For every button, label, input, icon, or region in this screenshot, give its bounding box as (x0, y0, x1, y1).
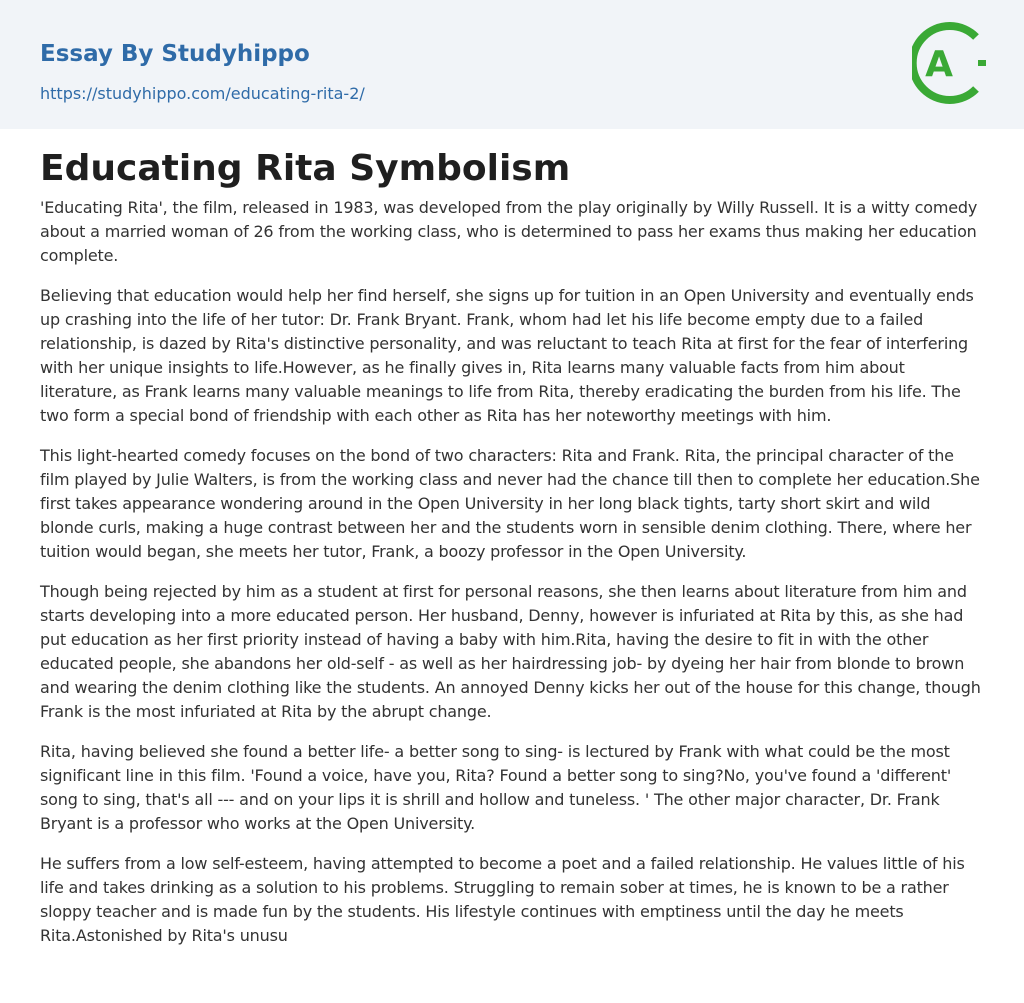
page-title: Educating Rita Symbolism (40, 148, 571, 189)
site-title[interactable]: Essay By Studyhippo (40, 41, 310, 67)
article-paragraph: This light-hearted comedy focuses on the bond of two characters: Rita and Frank. Rita, the principal character of the film played by Julie Walters, is from the working class and never had the chance till then to complete her education.She first takes appearance wondering around in the Open University in her long black tights, tarty short skirt and wild blonde curls, making a huge contrast between her and the students worn in sensible denim clothing. There, where her tuition would began, she meets her tutor, Frank, a boozy professor in the Open University. (40, 446, 980, 561)
article-body (0, 129, 1024, 948)
article-paragraph: Believing that education would help her find herself, she signs up for tuition in an Open University and eventually ends up crashing into the life of her tutor: Dr. Frank Bryant. Frank, whom had let his life become empty due to a failed relationship, is dazed by Rita's distinctive personality, and was reluctant to teach Rita at first for the fear of interfering with her unique insights to life.However, as he finally gives in, Rita learns many valuable facts from him about literature, as Frank learns many valuable meanings to life from Rita, thereby eradicating the burden from his life. The two form a special bond of friendship with each other as Rita has her noteworthy meetings with him. (40, 286, 974, 425)
site-header (0, 0, 1024, 129)
article-paragraph: 'Educating Rita', the film, released in 1983, was developed from the play originally by Willy Russell. It is a witty comedy about a married woman of 26 from the working class, who is determined to pass her exams thus making her education complete. (40, 198, 978, 265)
logo-letter: A (925, 44, 953, 85)
article-paragraph: Rita, having believed she found a better life- a better song to sing- is lectured by Frank with what could be the most significant line in this film. 'Found a voice, have you, Rita? Found a better song to sing?No, you've found a 'different' song to sing, that's all --- and on your lips it is shrill and hollow and tuneless. ' The other major character, Dr. Frank Bryant is a professor who works at the Open University. (40, 742, 952, 833)
source-url-link[interactable]: https://studyhippo.com/educating-rita-2/ (40, 84, 365, 103)
article-paragraph: He suffers from a low self-esteem, having attempted to become a poet and a failed relationship. He values little of his life and takes drinking as a solution to his problems. Struggling to remain sober at times, he is known to be a rather sloppy teacher and is made fun by the students. His lifestyle continues with emptiness until the day he meets Rita.Astonished by Rita's unusu (40, 854, 965, 945)
article-paragraph: Though being rejected by him as a student at first for personal reasons, she then learns about literature from him and starts developing into a more educated person. Her husband, Denny, however is infuriated at Rita by this, as she had put education as her first priority instead of having a baby with him.Rita, having the desire to fit in with the other educated people, she abandons her old-self - as well as her hairdressing job- by dyeing her hair from blonde to brown and wearing the denim clothing like the students. An annoyed Denny kicks her out of the house for this change, though Frank is the most infuriated at Rita by the abrupt change. (40, 582, 981, 721)
studyhippo-logo-icon[interactable] (912, 20, 986, 106)
